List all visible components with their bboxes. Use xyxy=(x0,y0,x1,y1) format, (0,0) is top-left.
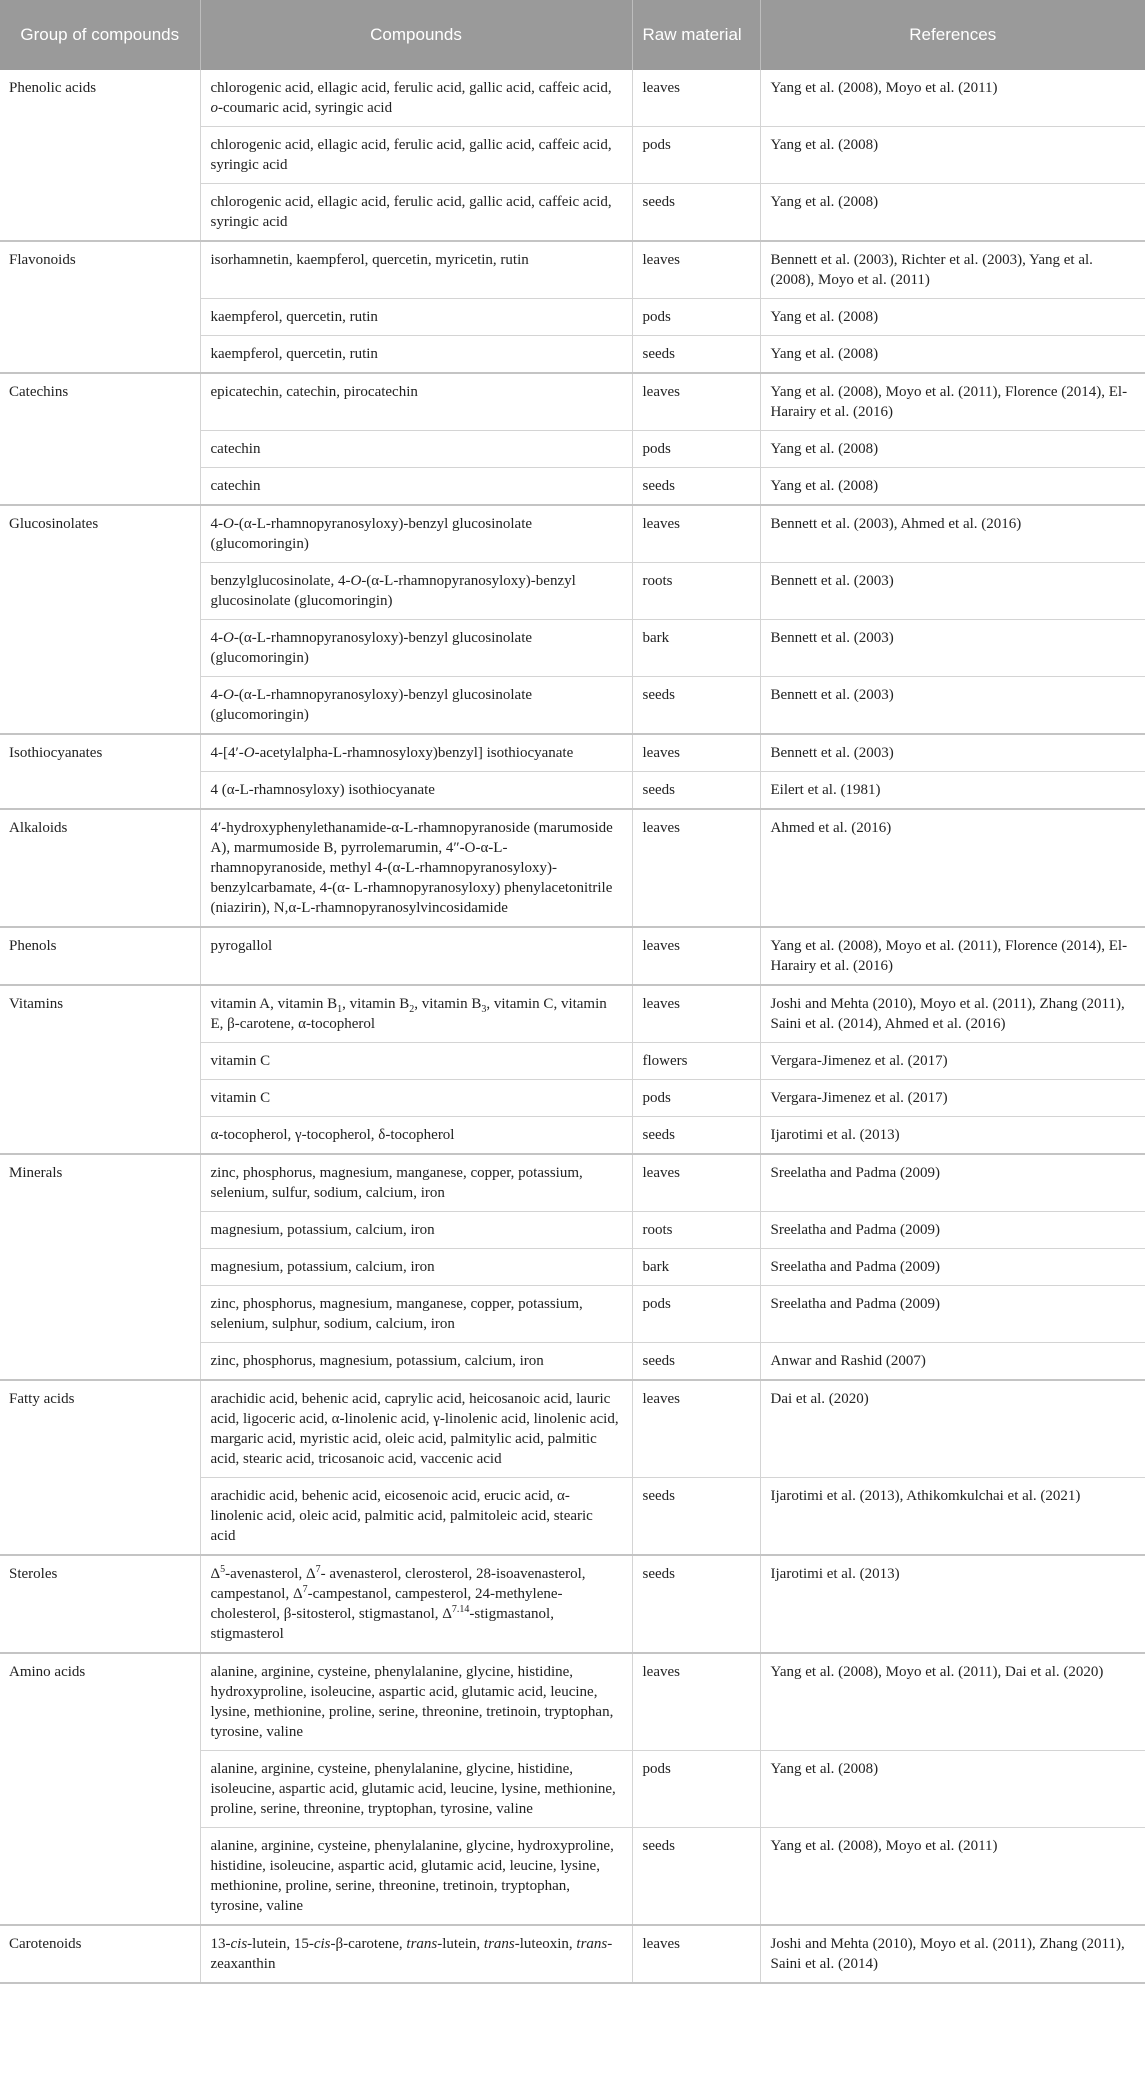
references-cell: Bennett et al. (2003), Richter et al. (2003), Yang et al. (2008), Moyo et al. (2011) xyxy=(760,241,1145,299)
references-cell: Yang et al. (2008) xyxy=(760,184,1145,242)
compounds-cell: alanine, arginine, cysteine, phenylalanine, glycine, hydroxyproline, histidine, isoleucine, aspartic acid, glutamic acid, leucine, lysine, methionine, proline, serine, threonine, tretinoin, tryptophan, tyrosine, valine xyxy=(200,1828,632,1926)
group-name: Steroles xyxy=(0,1555,200,1653)
group-name: Carotenoids xyxy=(0,1925,200,1983)
raw-material-cell: pods xyxy=(632,1751,760,1828)
raw-material-cell: seeds xyxy=(632,1343,760,1381)
raw-material-cell: seeds xyxy=(632,772,760,810)
table-row xyxy=(0,927,1145,985)
references-cell: Bennett et al. (2003) xyxy=(760,620,1145,677)
compounds-cell: magnesium, potassium, calcium, iron xyxy=(200,1249,632,1286)
compounds-cell: zinc, phosphorus, magnesium, potassium, calcium, iron xyxy=(200,1343,632,1381)
table-body xyxy=(0,70,1145,1983)
compounds-cell: kaempferol, quercetin, rutin xyxy=(200,336,632,374)
compounds-cell: catechin xyxy=(200,431,632,468)
group-name: Alkaloids xyxy=(0,809,200,927)
compounds-cell: arachidic acid, behenic acid, caprylic acid, heicosanoic acid, lauric acid, ligoceric acid, α-linolenic acid, γ-linolenic acid, linolenic acid, margaric acid, myristic acid, oleic acid, palmitylic acid, palmitic acid, stearic acid, tricosanoic acid, vaccenic acid xyxy=(200,1380,632,1478)
compounds-cell: alanine, arginine, cysteine, phenylalanine, glycine, histidine, hydroxyproline, isoleucine, aspartic acid, glutamic acid, leucine, lysine, methionine, proline, serine, threonine, tretinoin, tryptophan, tyrosine, valine xyxy=(200,1653,632,1751)
compounds-cell: chlorogenic acid, ellagic acid, ferulic acid, gallic acid, caffeic acid, syringic acid xyxy=(200,127,632,184)
references-cell: Joshi and Mehta (2010), Moyo et al. (2011), Zhang (2011), Saini et al. (2014) xyxy=(760,1925,1145,1983)
compounds-cell: 4-O-(α-L-rhamnopyranosyloxy)-benzyl glucosinolate (glucomoringin) xyxy=(200,505,632,563)
references-cell: Yang et al. (2008) xyxy=(760,299,1145,336)
raw-material-cell: leaves xyxy=(632,1380,760,1478)
compounds-cell: kaempferol, quercetin, rutin xyxy=(200,299,632,336)
compounds-cell: arachidic acid, behenic acid, eicosenoic acid, erucic acid, α-linolenic acid, oleic acid, palmitic acid, palmitoleic acid, stearic acid xyxy=(200,1478,632,1556)
references-cell: Ijarotimi et al. (2013), Athikomkulchai et al. (2021) xyxy=(760,1478,1145,1556)
references-cell: Vergara-Jimenez et al. (2017) xyxy=(760,1080,1145,1117)
group-name: Isothiocyanates xyxy=(0,734,200,809)
compounds-cell: vitamin C xyxy=(200,1080,632,1117)
raw-material-cell: seeds xyxy=(632,468,760,506)
references-cell: Yang et al. (2008), Moyo et al. (2011), Florence (2014), El-Harairy et al. (2016) xyxy=(760,927,1145,985)
raw-material-cell: leaves xyxy=(632,241,760,299)
references-cell: Yang et al. (2008), Moyo et al. (2011) xyxy=(760,70,1145,127)
group-name: Vitamins xyxy=(0,985,200,1154)
raw-material-cell: leaves xyxy=(632,927,760,985)
group-name: Minerals xyxy=(0,1154,200,1380)
table-row xyxy=(0,70,1145,127)
compounds-cell: epicatechin, catechin, pirocatechin xyxy=(200,373,632,431)
compounds-cell: benzylglucosinolate, 4-O-(α-L-rhamnopyranosyloxy)-benzyl glucosinolate (glucomoringin) xyxy=(200,563,632,620)
raw-material-cell: leaves xyxy=(632,1925,760,1983)
compounds-cell: zinc, phosphorus, magnesium, manganese, copper, potassium, selenium, sulphur, sodium, calcium, iron xyxy=(200,1286,632,1343)
group-name: Glucosinolates xyxy=(0,505,200,734)
compounds-cell: alanine, arginine, cysteine, phenylalanine, glycine, histidine, isoleucine, aspartic acid, glutamic acid, leucine, lysine, methionine, proline, serine, threonine, tryptophan, tyrosine, valine xyxy=(200,1751,632,1828)
compounds-cell: 4 (α-L-rhamnosyloxy) isothiocyanate xyxy=(200,772,632,810)
raw-material-cell: leaves xyxy=(632,809,760,927)
table-row xyxy=(0,505,1145,563)
raw-material-cell: leaves xyxy=(632,734,760,772)
references-cell: Yang et al. (2008), Moyo et al. (2011), Dai et al. (2020) xyxy=(760,1653,1145,1751)
compounds-cell: 4′-hydroxyphenylethanamide-α-L-rhamnopyranoside (marumoside A), marmumoside B, pyrrolemarumin, 4″-O-α-L-rhamnopyranoside, methyl 4-(α-L-rhamnopyranosyloxy)-benzylcarbamate, 4-(α- L-rhamnopyranosyloxy) phenylacetonitrile (niazirin), N,α-L-rhamnopyranosylvincosidamide xyxy=(200,809,632,927)
compounds-cell: vitamin A, vitamin $B_1$, vitamin $B_2$, vitamin $B_3$, vitamin C, vitamin E, β-carotene, α-tocopherol xyxy=(200,985,632,1043)
header-group: Group of compounds xyxy=(0,0,200,70)
group-name: Phenolic acids xyxy=(0,70,200,241)
table-row xyxy=(0,1154,1145,1212)
references-cell: Yang et al. (2008) xyxy=(760,468,1145,506)
table-row xyxy=(0,1653,1145,1751)
table-row xyxy=(0,985,1145,1043)
table-row xyxy=(0,1380,1145,1478)
raw-material-cell: seeds xyxy=(632,1828,760,1926)
table-row xyxy=(0,373,1145,431)
compounds-cell: chlorogenic acid, ellagic acid, ferulic acid, gallic acid, caffeic acid, o-coumaric acid, syringic acid xyxy=(200,70,632,127)
header-row xyxy=(0,0,1145,70)
references-cell: Dai et al. (2020) xyxy=(760,1380,1145,1478)
references-cell: Sreelatha and Padma (2009) xyxy=(760,1249,1145,1286)
references-cell: Vergara-Jimenez et al. (2017) xyxy=(760,1043,1145,1080)
references-cell: Anwar and Rashid (2007) xyxy=(760,1343,1145,1381)
raw-material-cell: seeds xyxy=(632,1555,760,1653)
raw-material-cell: seeds xyxy=(632,336,760,374)
compounds-cell: 4-O-(α-L-rhamnopyranosyloxy)-benzyl glucosinolate (glucomoringin) xyxy=(200,620,632,677)
compounds-cell: catechin xyxy=(200,468,632,506)
raw-material-cell: roots xyxy=(632,1212,760,1249)
header-references: References xyxy=(760,0,1145,70)
compounds-cell: 4-O-(α-L-rhamnopyranosyloxy)-benzyl glucosinolate (glucomoringin) xyxy=(200,677,632,735)
raw-material-cell: roots xyxy=(632,563,760,620)
compounds-cell: α-tocopherol, γ-tocopherol, δ-tocopherol xyxy=(200,1117,632,1155)
group-name: Catechins xyxy=(0,373,200,505)
references-cell: Sreelatha and Padma (2009) xyxy=(760,1154,1145,1212)
group-name: Flavonoids xyxy=(0,241,200,373)
raw-material-cell: leaves xyxy=(632,70,760,127)
references-cell: Bennett et al. (2003) xyxy=(760,734,1145,772)
references-cell: Yang et al. (2008), Moyo et al. (2011), Florence (2014), El-Harairy et al. (2016) xyxy=(760,373,1145,431)
raw-material-cell: seeds xyxy=(632,184,760,242)
table-row xyxy=(0,734,1145,772)
raw-material-cell: pods xyxy=(632,1286,760,1343)
group-name: Amino acids xyxy=(0,1653,200,1925)
compounds-cell: pyrogallol xyxy=(200,927,632,985)
raw-material-cell: bark xyxy=(632,1249,760,1286)
references-cell: Ahmed et al. (2016) xyxy=(760,809,1145,927)
references-cell: Bennett et al. (2003) xyxy=(760,563,1145,620)
raw-material-cell: bark xyxy=(632,620,760,677)
references-cell: Ijarotimi et al. (2013) xyxy=(760,1117,1145,1155)
raw-material-cell: pods xyxy=(632,299,760,336)
compounds-cell: vitamin C xyxy=(200,1043,632,1080)
raw-material-cell: pods xyxy=(632,1080,760,1117)
raw-material-cell: leaves xyxy=(632,1653,760,1751)
compounds-cell: chlorogenic acid, ellagic acid, ferulic acid, gallic acid, caffeic acid, syringic acid xyxy=(200,184,632,242)
references-cell: Sreelatha and Padma (2009) xyxy=(760,1286,1145,1343)
group-name: Phenols xyxy=(0,927,200,985)
compounds-cell: magnesium, potassium, calcium, iron xyxy=(200,1212,632,1249)
references-cell: Sreelatha and Padma (2009) xyxy=(760,1212,1145,1249)
compounds-cell: zinc, phosphorus, magnesium, manganese, copper, potassium, selenium, sulfur, sodium, calcium, iron xyxy=(200,1154,632,1212)
references-cell: Yang et al. (2008) xyxy=(760,336,1145,374)
raw-material-cell: pods xyxy=(632,431,760,468)
references-cell: Yang et al. (2008), Moyo et al. (2011) xyxy=(760,1828,1145,1926)
compounds-cell: $\Delta^5$-avenasterol, $\Delta^7-$ avenasterol, clerosterol, 28-isoavenasterol, campestanol, $\Delta^7$-campestanol, campesterol, 24-methylene-cholesterol, β-sitosterol, stigmastanol, $\Delta^{7.14}$-stigmastanol, stigmasterol xyxy=(200,1555,632,1653)
references-cell: Joshi and Mehta (2010), Moyo et al. (2011), Zhang (2011), Saini et al. (2014), Ahmed et al. (2016) xyxy=(760,985,1145,1043)
raw-material-cell: seeds xyxy=(632,1117,760,1155)
raw-material-cell: leaves xyxy=(632,373,760,431)
compounds-cell: 4-[4′-O-acetylalpha-L-rhamnosyloxy)benzyl] isothiocyanate xyxy=(200,734,632,772)
raw-material-cell: seeds xyxy=(632,677,760,735)
raw-material-cell: pods xyxy=(632,127,760,184)
references-cell: Bennett et al. (2003), Ahmed et al. (2016) xyxy=(760,505,1145,563)
raw-material-cell: leaves xyxy=(632,1154,760,1212)
table-row xyxy=(0,241,1145,299)
raw-material-cell: leaves xyxy=(632,985,760,1043)
raw-material-cell: seeds xyxy=(632,1478,760,1556)
references-cell: Yang et al. (2008) xyxy=(760,1751,1145,1828)
references-cell: Ijarotimi et al. (2013) xyxy=(760,1555,1145,1653)
header-compounds: Compounds xyxy=(200,0,632,70)
raw-material-cell: leaves xyxy=(632,505,760,563)
references-cell: Yang et al. (2008) xyxy=(760,127,1145,184)
raw-material-cell: flowers xyxy=(632,1043,760,1080)
references-cell: Bennett et al. (2003) xyxy=(760,677,1145,735)
compounds-cell: isorhamnetin, kaempferol, quercetin, myricetin, rutin xyxy=(200,241,632,299)
table-row xyxy=(0,1555,1145,1653)
references-cell: Eilert et al. (1981) xyxy=(760,772,1145,810)
compounds-cell: 13-cis-lutein, 15-cis-β-carotene, trans-lutein, trans-luteoxin, trans- zeaxanthin xyxy=(200,1925,632,1983)
header-raw-material: Raw material xyxy=(632,0,760,70)
group-name: Fatty acids xyxy=(0,1380,200,1555)
references-cell: Yang et al. (2008) xyxy=(760,431,1145,468)
table-row xyxy=(0,1925,1145,1983)
table-header xyxy=(0,0,1145,70)
table-row xyxy=(0,809,1145,927)
